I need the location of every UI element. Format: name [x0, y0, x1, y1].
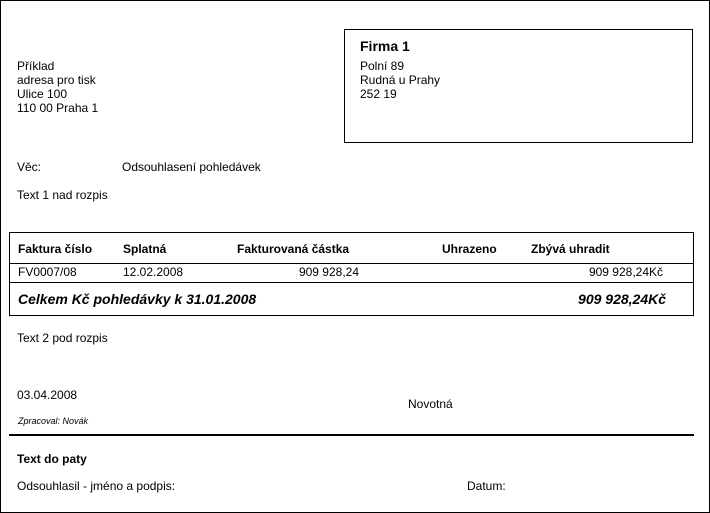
footer-title: Text do paty: [17, 452, 87, 466]
table-header-divider: [10, 263, 693, 264]
recipient-zip: 252 19: [360, 87, 397, 101]
signatory-name: Novotná: [408, 397, 453, 411]
text-below-table: Text 2 pod rozpis: [17, 331, 108, 345]
text-above-table: Text 1 nad rozpis: [17, 188, 108, 202]
recipient-address-box: [344, 29, 693, 143]
cell-invoice-number: FV0007/08: [18, 265, 77, 279]
recipient-street: Polní 89: [360, 59, 405, 73]
cell-due-date: 12.02.2008: [123, 265, 184, 279]
cell-remaining: 909 928,24Kč: [588, 265, 663, 279]
subject-value: Odsouhlasení pohledávek: [122, 160, 261, 174]
header-remaining: Zbývá uhradit: [531, 242, 610, 256]
header-paid: Uhrazeno: [442, 242, 497, 256]
sender-line-2: adresa pro tisk: [17, 73, 96, 87]
processed-by: Zpracoval: Novák: [18, 416, 89, 426]
footer-divider: [9, 434, 694, 436]
total-label: Celkem Kč pohledávky k 31.01.2008: [18, 291, 257, 307]
document-date: 03.04.2008: [17, 388, 78, 402]
header-invoice-number: Faktura číslo: [18, 242, 93, 256]
recipient-city: Rudná u Prahy: [360, 73, 441, 87]
sender-line-1: Příklad: [17, 59, 55, 73]
header-due-date: Splatná: [123, 242, 167, 256]
total-row: [9, 282, 694, 316]
invoice-table: [9, 232, 694, 283]
sender-line-3: Ulice 100: [17, 87, 68, 101]
recipient-name: Firma 1: [360, 38, 410, 54]
header-invoiced-amount: Fakturovaná částka: [237, 242, 350, 256]
subject-label: Věc:: [17, 160, 42, 174]
confirm-label: Odsouhlasil - jméno a podpis:: [17, 479, 176, 493]
total-value: 909 928,24Kč: [578, 291, 666, 307]
sender-address: [17, 59, 98, 115]
cell-invoiced-amount: 909 928,24: [298, 265, 359, 279]
sender-line-4: 110 00 Praha 1: [17, 101, 99, 115]
date-label: Datum:: [467, 479, 506, 493]
